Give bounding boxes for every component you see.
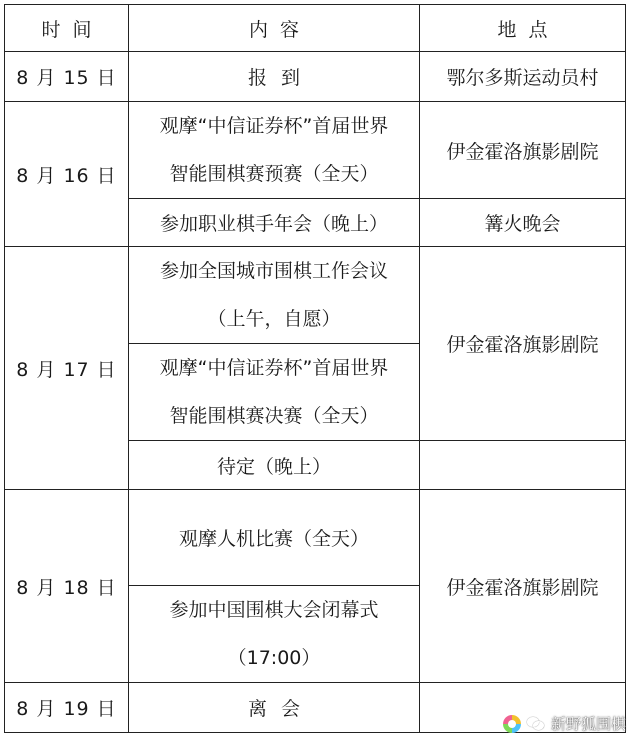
watermark-text: 新野狐围棋 [550, 715, 626, 733]
date-cell: 8 月 19 日 [5, 683, 129, 733]
content-cell: 报到 [129, 52, 420, 102]
content-cell: 待定（晚上） [129, 441, 420, 490]
header-row [5, 5, 626, 52]
table-row [5, 52, 626, 102]
date-cell: 8 月 15 日 [5, 52, 129, 102]
date-cell: 8 月 16 日 [5, 102, 129, 247]
place-cell [420, 441, 626, 490]
place-cell: 伊金霍洛旗影剧院 [420, 102, 626, 199]
place-cell: 伊金霍洛旗影剧院 [420, 490, 626, 683]
content-cell: 参加职业棋手年会（晚上） [129, 199, 420, 247]
header-place: 地点 [420, 5, 626, 52]
date-cell: 8 月 18 日 [5, 490, 129, 683]
watermark [503, 713, 626, 734]
place-cell: 鄂尔多斯运动员村 [420, 52, 626, 102]
content-cell: 观摩人机比赛（全天） [129, 490, 420, 586]
wechat-icon [527, 717, 545, 731]
table-row [5, 102, 626, 199]
place-cell: 篝火晚会 [420, 199, 626, 247]
table-row [5, 247, 626, 344]
place-cell: 伊金霍洛旗影剧院 [420, 247, 626, 441]
content-cell: 参加全国城市围棋工作会议 （上午，自愿） [129, 247, 420, 344]
content-cell: 参加中国围棋大会闭幕式 （17:00） [129, 586, 420, 683]
date-cell: 8 月 17 日 [5, 247, 129, 490]
schedule-table [4, 4, 626, 733]
content-cell: 离会 [129, 683, 420, 733]
header-content: 内容 [129, 5, 420, 52]
content-cell: 观摩“中信证券杯”首届世界 智能围棋赛预赛（全天） [129, 102, 420, 199]
content-cell: 观摩“中信证券杯”首届世界 智能围棋赛决赛（全天） [129, 344, 420, 441]
header-time: 时间 [5, 5, 129, 52]
table-row [5, 490, 626, 586]
ring-logo-icon [503, 715, 521, 733]
